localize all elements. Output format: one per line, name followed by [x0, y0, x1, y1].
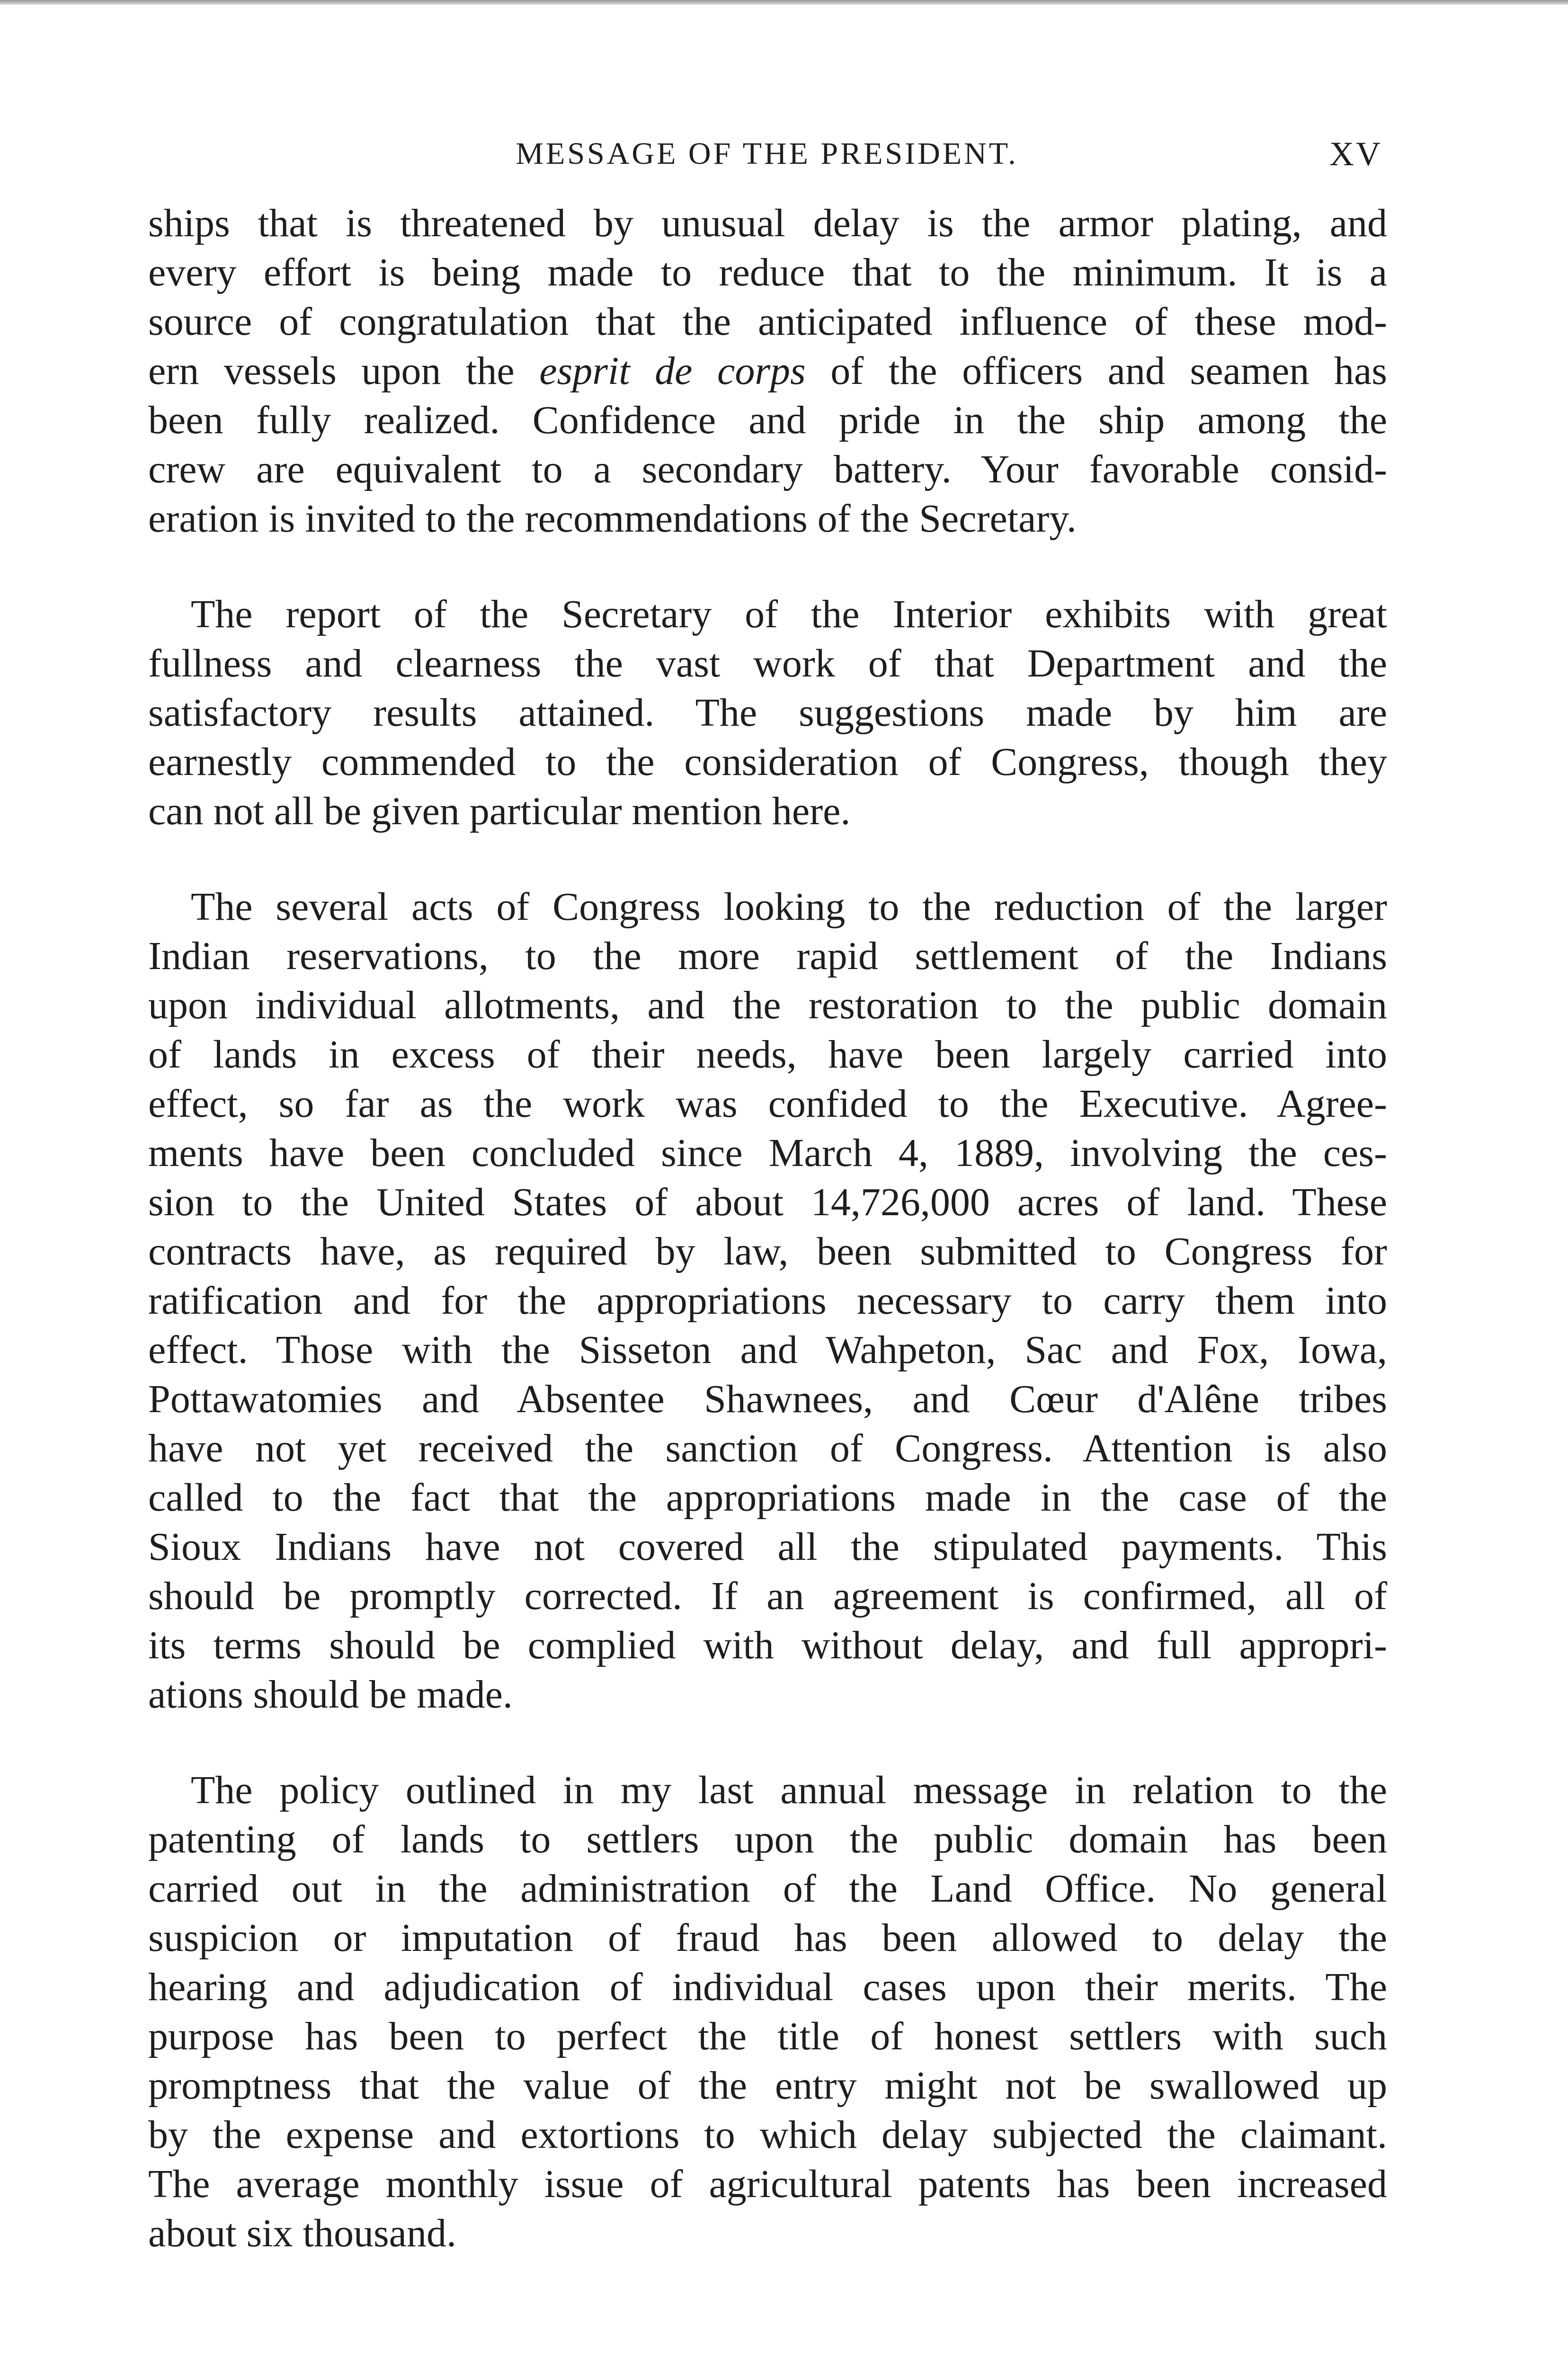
text-line: about six thousand. [148, 2211, 456, 2255]
running-title: MESSAGE OF THE PRESIDENT. [516, 136, 1018, 171]
text-line: The report of the Secretary of the Interior exhibits with great [191, 592, 1387, 636]
text-line: crew are equivalent to a secondary battery. Your favorable consid- [148, 447, 1387, 491]
italic-phrase: esprit de corps [539, 349, 806, 393]
text-line: ments have been concluded since March 4, 1889, involving the ces- [148, 1131, 1387, 1175]
paragraph-gap [148, 1719, 1387, 1766]
text-line: every effort is being made to reduce that to the minimum. It is a [148, 250, 1387, 294]
top-edge-rule [0, 0, 1568, 5]
text-line: The policy outlined in my last annual message in relation to the [191, 1768, 1387, 1812]
text-line: ratification and for the appropriations necessary to carry them into [148, 1279, 1387, 1323]
text-line: Pottawatomies and Absentee Shawnees, and Cœur d'Alêne tribes [148, 1377, 1387, 1421]
text-line: by the expense and extortions to which delay subjected the claimant. [148, 2113, 1387, 2157]
text-line: effect, so far as the work was confided to the Executive. Agree- [148, 1082, 1387, 1126]
text-line: called to the fact that the appropriations made in the case of the [148, 1476, 1387, 1520]
running-head [142, 128, 1392, 180]
text-line: sion to the United States of about 14,726,000 acres of land. These [148, 1180, 1387, 1224]
page-number: XV [1329, 135, 1382, 173]
text-line: ations should be made. [148, 1673, 513, 1717]
text-line: upon individual allotments, and the restoration to the public domain [148, 983, 1387, 1027]
text-line: The several acts of Congress looking to the reduction of the larger [191, 885, 1387, 929]
paragraph [148, 882, 1387, 1719]
text-line: carried out in the administration of the Land Office. No general [148, 1867, 1387, 1911]
text-line: have not yet received the sanction of Congress. Attention is also [148, 1426, 1387, 1470]
paragraph [148, 1766, 1387, 2258]
text-line: suspicion or imputation of fraud has been allowed to delay the [148, 1916, 1387, 1960]
text-line: The average monthly issue of agricultural patents has been increased [148, 2162, 1387, 2206]
body-text [148, 199, 1387, 2258]
text-line: its terms should be complied with without delay, and full appropri- [148, 1623, 1387, 1667]
text-run: of the officers and seamen has [805, 349, 1387, 393]
text-line [148, 347, 1387, 396]
text-line: been fully realized. Confidence and pride in the ship among the [148, 398, 1387, 442]
text-line: patenting of lands to settlers upon the public domain has been [148, 1817, 1387, 1861]
text-line: Sioux Indians have not covered all the stipulated payments. This [148, 1525, 1387, 1569]
text-line: eration is invited to the recommendations of the Secretary. [148, 497, 1077, 541]
text-line: purpose has been to perfect the title of honest settlers with such [148, 2014, 1387, 2058]
paragraph [148, 199, 1387, 543]
paragraph [148, 590, 1387, 836]
paragraph-gap [148, 836, 1387, 882]
text-run: ern vessels upon the [148, 349, 540, 393]
text-line: can not all be given particular mention here. [148, 789, 851, 833]
text-line: ships that is threatened by unusual delay is the armor plating, and [148, 201, 1387, 245]
paragraph-gap [148, 543, 1387, 590]
text-line: Indian reservations, to the more rapid settlement of the Indians [148, 934, 1387, 978]
text-line: of lands in excess of their needs, have been largely carried into [148, 1032, 1387, 1077]
text-line: satisfactory results attained. The suggestions made by him are [148, 691, 1387, 735]
text-line: promptness that the value of the entry might not be swallowed up [148, 2064, 1387, 2108]
text-line: hearing and adjudication of individual cases upon their merits. The [148, 1965, 1387, 2009]
text-line: contracts have, as required by law, been submitted to Congress for [148, 1229, 1387, 1273]
text-line: earnestly commended to the consideration of Congress, though they [148, 740, 1387, 784]
text-line: should be promptly corrected. If an agreement is confirmed, all of [148, 1574, 1387, 1618]
text-line: fullness and clearness the vast work of that Department and the [148, 641, 1387, 685]
text-line: source of congratulation that the anticipated influence of these mod- [148, 300, 1387, 344]
text-line: effect. Those with the Sisseton and Wahpeton, Sac and Fox, Iowa, [148, 1328, 1387, 1372]
